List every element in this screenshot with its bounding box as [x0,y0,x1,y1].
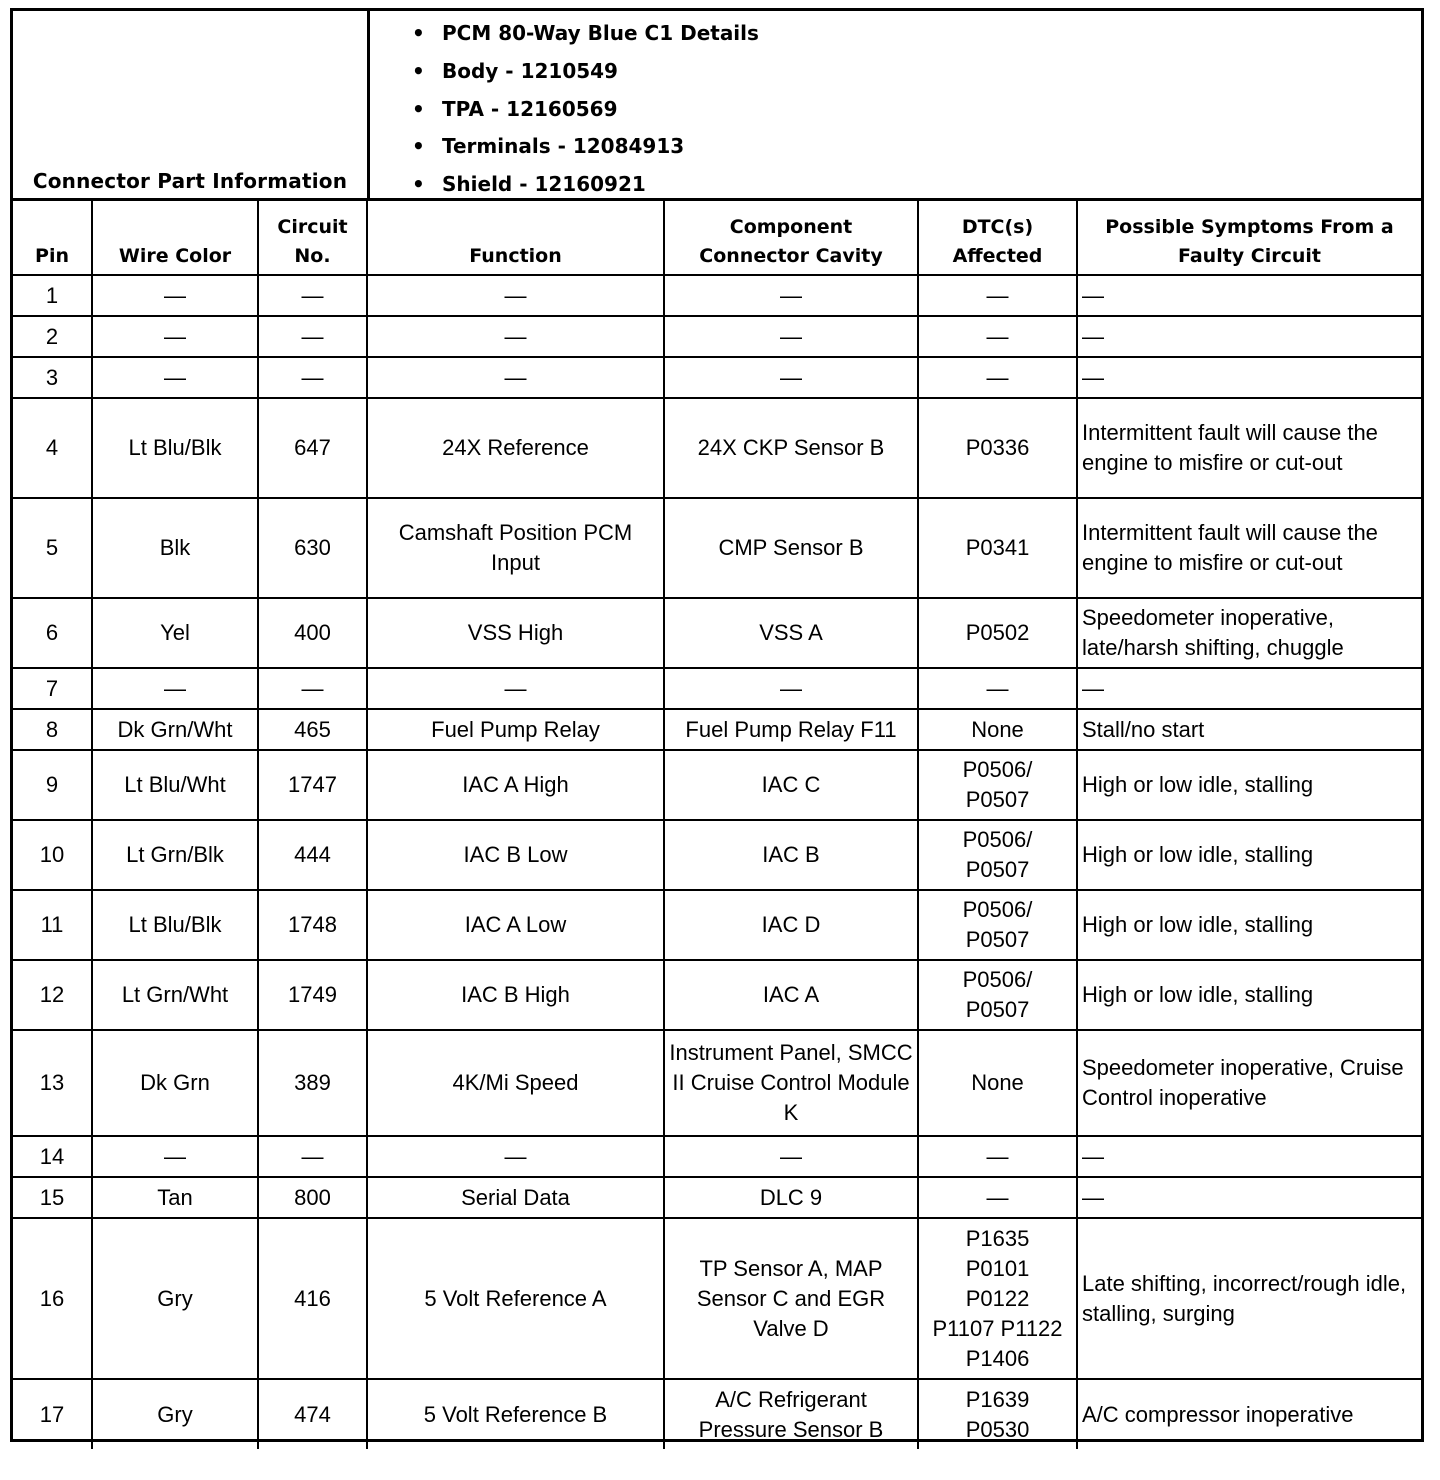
table-cell-pin: 11 [13,890,92,960]
table-cell-circuit-no: 400 [258,598,367,668]
table-header-row [13,201,1421,275]
table-cell-wire-color: Lt Blu/Wht [92,750,258,820]
table-cell-pin: 1 [13,275,92,316]
detail-item: • Shield - 12160921 [412,172,1421,210]
table-cell-component-cavity: Fuel Pump Relay F11 [664,709,918,750]
detail-item: • PCM 80-Way Blue C1 Details [412,21,1421,59]
table-cell-symptoms: — [1077,316,1421,357]
header-dtc-affected: DTC(s) Affected [918,201,1077,275]
header-function: Function [367,201,664,275]
table-row [13,1136,1421,1177]
table-row [13,316,1421,357]
table-cell-symptoms: — [1077,1177,1421,1218]
table-cell-function: 4K/Mi Speed [367,1030,664,1136]
table-cell-component-cavity: IAC D [664,890,918,960]
table-cell-dtc: P0506/ P0507 [918,890,1077,960]
table-cell-wire-color: Lt Blu/Blk [92,890,258,960]
table-body [13,275,1421,1449]
table-row [13,1177,1421,1218]
header-wire-color: Wire Color [92,201,258,275]
table-cell-dtc: — [918,275,1077,316]
table-cell-circuit-no: — [258,668,367,709]
table-cell-symptoms: Intermittent fault will cause the engine to misfire or cut-out [1077,498,1421,598]
table-cell-circuit-no: 800 [258,1177,367,1218]
table-cell-symptoms: Late shifting, incorrect/rough idle, stalling, surging [1077,1218,1421,1379]
table-cell-wire-color: Lt Grn/Blk [92,820,258,890]
table-cell-component-cavity: 24X CKP Sensor B [664,398,918,498]
table-cell-component-cavity: DLC 9 [664,1177,918,1218]
table-cell-circuit-no: 1747 [258,750,367,820]
table-cell-circuit-no: — [258,357,367,398]
table-cell-component-cavity: VSS A [664,598,918,668]
table-cell-dtc: P0506/ P0507 [918,960,1077,1030]
header-component-cavity: Component Connector Cavity [664,201,918,275]
table-cell-circuit-no: 416 [258,1218,367,1379]
table-row [13,275,1421,316]
table-cell-symptoms: Stall/no start [1077,709,1421,750]
table-cell-wire-color: Blk [92,498,258,598]
table-cell-pin: 4 [13,398,92,498]
table-cell-component-cavity: TP Sensor A, MAP Sensor C and EGR Valve D [664,1218,918,1379]
connector-details [370,11,1421,198]
table-cell-dtc: — [918,357,1077,398]
table-cell-pin: 17 [13,1379,92,1449]
table-row [13,1030,1421,1136]
table-cell-dtc: None [918,1030,1077,1136]
table-cell-function: 24X Reference [367,398,664,498]
table-cell-circuit-no: 647 [258,398,367,498]
table-row [13,960,1421,1030]
table-cell-wire-color: Gry [92,1379,258,1449]
table-cell-component-cavity: CMP Sensor B [664,498,918,598]
table-row [13,890,1421,960]
table-cell-function: — [367,316,664,357]
table-cell-circuit-no: — [258,275,367,316]
table-cell-dtc: — [918,668,1077,709]
table-cell-wire-color: — [92,357,258,398]
table-cell-function: — [367,275,664,316]
table-row [13,820,1421,890]
table-cell-dtc: P1639 P0530 [918,1379,1077,1449]
table-cell-component-cavity: — [664,316,918,357]
table-cell-wire-color: Tan [92,1177,258,1218]
table-cell-function: IAC A High [367,750,664,820]
table-row [13,709,1421,750]
table-cell-component-cavity: IAC A [664,960,918,1030]
table-cell-symptoms: High or low idle, stalling [1077,890,1421,960]
table-cell-function: IAC B Low [367,820,664,890]
table-cell-pin: 10 [13,820,92,890]
table-cell-dtc: — [918,316,1077,357]
table-cell-symptoms: Speedometer inoperative, late/harsh shifting, chuggle [1077,598,1421,668]
table-cell-pin: 7 [13,668,92,709]
table-cell-wire-color: — [92,668,258,709]
table-cell-component-cavity: — [664,357,918,398]
table-cell-pin: 8 [13,709,92,750]
table-cell-dtc: None [918,709,1077,750]
connector-info-label: Connector Part Information [13,11,370,198]
table-row [13,398,1421,498]
table-cell-component-cavity: — [664,1136,918,1177]
connector-table-page [10,8,1424,1442]
table-cell-component-cavity: A/C Refrigerant Pressure Sensor B [664,1379,918,1449]
table-cell-dtc: P0502 [918,598,1077,668]
table-row [13,668,1421,709]
table-cell-wire-color: — [92,275,258,316]
header-possible-symptoms: Possible Symptoms From a Faulty Circuit [1077,201,1421,275]
connector-details-list [412,21,1421,210]
table-cell-circuit-no: 1748 [258,890,367,960]
table-cell-dtc: — [918,1136,1077,1177]
table-cell-pin: 16 [13,1218,92,1379]
detail-item: • Terminals - 12084913 [412,134,1421,172]
table-cell-component-cavity: — [664,275,918,316]
table-cell-function: — [367,357,664,398]
table-cell-wire-color: Dk Grn/Wht [92,709,258,750]
table-row [13,598,1421,668]
table-cell-wire-color: Lt Grn/Wht [92,960,258,1030]
table-cell-pin: 3 [13,357,92,398]
table-cell-pin: 5 [13,498,92,598]
table-cell-component-cavity: — [664,668,918,709]
table-cell-circuit-no: 465 [258,709,367,750]
table-cell-pin: 13 [13,1030,92,1136]
table-cell-function: Serial Data [367,1177,664,1218]
detail-item: • TPA - 12160569 [412,97,1421,135]
table-cell-symptoms: Speedometer inoperative, Cruise Control inoperative [1077,1030,1421,1136]
table-cell-component-cavity: Instrument Panel, SMCC II Cruise Control Module K [664,1030,918,1136]
table-cell-symptoms: Intermittent fault will cause the engine to misfire or cut-out [1077,398,1421,498]
table-cell-symptoms: — [1077,668,1421,709]
table-row [13,750,1421,820]
table-cell-circuit-no: 474 [258,1379,367,1449]
table-cell-circuit-no: — [258,316,367,357]
table-cell-pin: 2 [13,316,92,357]
table-cell-function: IAC A Low [367,890,664,960]
pin-table [13,201,1421,1449]
table-cell-symptoms: A/C compressor inoperative [1077,1379,1421,1449]
table-cell-function: — [367,1136,664,1177]
table-cell-function: VSS High [367,598,664,668]
table-cell-pin: 15 [13,1177,92,1218]
table-cell-dtc: P1635 P0101 P0122 P1107 P1122 P1406 [918,1218,1077,1379]
table-cell-function: IAC B High [367,960,664,1030]
table-cell-function: 5 Volt Reference A [367,1218,664,1379]
detail-item: • Body - 1210549 [412,59,1421,97]
table-cell-wire-color: — [92,316,258,357]
table-row [13,1218,1421,1379]
table-row [13,1379,1421,1449]
table-cell-circuit-no: 1749 [258,960,367,1030]
table-cell-wire-color: Yel [92,598,258,668]
table-cell-pin: 14 [13,1136,92,1177]
table-cell-dtc: P0341 [918,498,1077,598]
table-cell-symptoms: High or low idle, stalling [1077,750,1421,820]
table-cell-function: Camshaft Position PCM Input [367,498,664,598]
header-circuit-no: Circuit No. [258,201,367,275]
table-cell-component-cavity: IAC C [664,750,918,820]
connector-info-section [13,11,1421,201]
table-cell-function: Fuel Pump Relay [367,709,664,750]
table-cell-dtc: P0506/ P0507 [918,820,1077,890]
table-cell-circuit-no: 630 [258,498,367,598]
table-cell-wire-color: Dk Grn [92,1030,258,1136]
table-cell-circuit-no: — [258,1136,367,1177]
table-cell-pin: 12 [13,960,92,1030]
header-pin: Pin [13,201,92,275]
table-cell-circuit-no: 389 [258,1030,367,1136]
table-cell-wire-color: Gry [92,1218,258,1379]
table-cell-symptoms: — [1077,1136,1421,1177]
table-cell-function: — [367,668,664,709]
table-cell-symptoms: High or low idle, stalling [1077,820,1421,890]
table-cell-symptoms: High or low idle, stalling [1077,960,1421,1030]
table-cell-wire-color: Lt Blu/Blk [92,398,258,498]
table-cell-function: 5 Volt Reference B [367,1379,664,1449]
table-row [13,498,1421,598]
table-cell-circuit-no: 444 [258,820,367,890]
table-cell-pin: 9 [13,750,92,820]
table-cell-symptoms: — [1077,357,1421,398]
table-cell-wire-color: — [92,1136,258,1177]
table-cell-symptoms: — [1077,275,1421,316]
table-cell-dtc: P0506/ P0507 [918,750,1077,820]
table-cell-dtc: P0336 [918,398,1077,498]
table-cell-component-cavity: IAC B [664,820,918,890]
table-cell-pin: 6 [13,598,92,668]
table-row [13,357,1421,398]
table-cell-dtc: — [918,1177,1077,1218]
